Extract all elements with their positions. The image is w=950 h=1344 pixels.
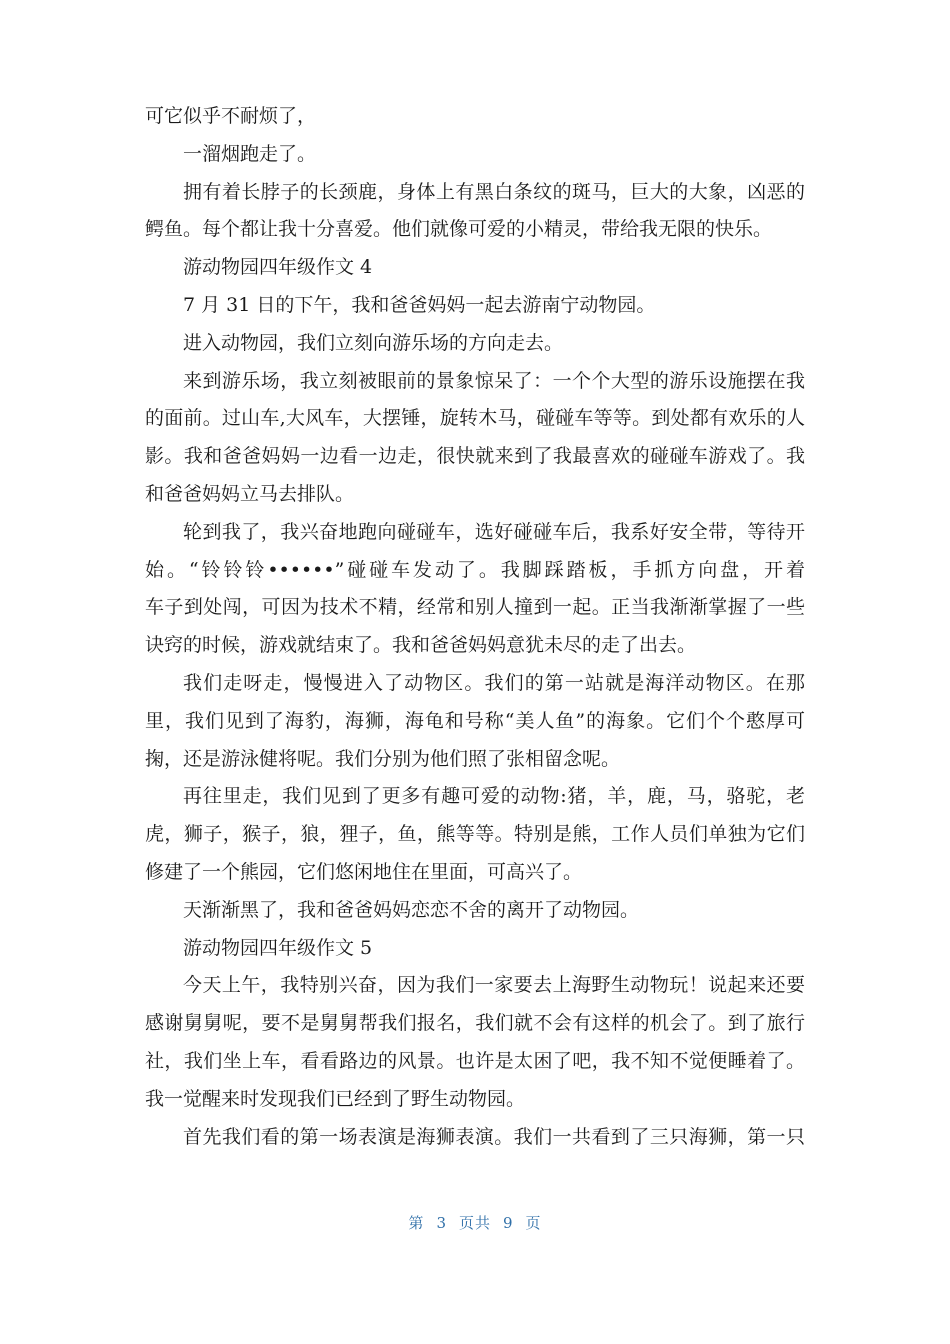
text-line: 里，我们见到了海豹，海狮，海龟和号称“美人鱼”的海象。它们个个憨厚可	[145, 709, 805, 732]
text-line: 诀窍的时候，游戏就结束了。我和爸爸妈妈意犹未尽的走了出去。	[145, 634, 697, 657]
text-line: 鳄鱼。每个都让我十分喜爱。他们就像可爱的小精灵，带给我无限的快乐。	[145, 218, 773, 241]
text-line: 社，我们坐上车，看看路边的风景。也许是太困了吧，我不知不觉便睡着了。	[145, 1049, 805, 1072]
footer-prefix: 第	[408, 1214, 425, 1232]
text-line: 天渐渐黑了，我和爸爸妈妈恋恋不舍的离开了动物园。	[183, 898, 640, 921]
text-line: 影。我和爸爸妈妈一边看一边走，很快就来到了我最喜欢的碰碰车游戏了。我	[145, 445, 805, 468]
text-line: 虎，狮子，猴子，狼，狸子，鱼，熊等等。特别是熊，工作人员们单独为它们	[145, 823, 805, 846]
text-line: 今天上午，我特别兴奋，因为我们一家要去上海野生动物玩！说起来还要	[183, 974, 805, 997]
total-page-count: 9	[503, 1214, 514, 1232]
text-line: 和爸爸妈妈立马去排队。	[145, 482, 355, 505]
document-body	[145, 98, 805, 1156]
footer-suffix: 页	[525, 1214, 542, 1232]
text-line: 拥有着长脖子的长颈鹿，身体上有黑白条纹的斑马，巨大的大象，凶恶的	[183, 180, 805, 203]
text-line: 来到游乐场，我立刻被眼前的景象惊呆了：一个个大型的游乐设施摆在我	[183, 369, 805, 392]
text-line: 始。“铃铃铃••••••”碰碰车发动了。我脚踩踏板，手抓方向盘，开着	[145, 558, 805, 581]
text-line: 修建了一个熊园，它们悠闲地住在里面，可高兴了。	[145, 860, 583, 883]
text-line: 车子到处闯，可因为技术不精，经常和别人撞到一起。正当我渐渐掌握了一些	[145, 596, 805, 619]
text-line: 首先我们看的第一场表演是海狮表演。我们一共看到了三只海狮，第一只	[183, 1125, 805, 1148]
section-heading: 游动物园四年级作文 5	[183, 936, 373, 959]
text-line: 再往里走，我们见到了更多有趣可爱的动物:猪，羊，鹿，马，骆驼，老	[183, 785, 805, 808]
text-line: 进入动物园，我们立刻向游乐场的方向走去。	[183, 331, 564, 354]
text-line: 轮到我了，我兴奋地跑向碰碰车，选好碰碰车后，我系好安全带，等待开	[183, 520, 805, 543]
footer-middle: 页共	[458, 1214, 491, 1232]
text-line: 的面前。过山车,大风车，大摆锤，旋转木马，碰碰车等等。到处都有欢乐的人	[145, 407, 805, 430]
text-line: 我一觉醒来时发现我们已经到了野生动物园。	[145, 1087, 526, 1110]
text-line: 感谢舅舅呢，要不是舅舅帮我们报名，我们就不会有这样的机会了。到了旅行	[145, 1012, 805, 1035]
text-line: 我们走呀走，慢慢进入了动物区。我们的第一站就是海洋动物区。在那	[183, 671, 805, 694]
page-footer	[0, 1212, 950, 1233]
current-page-number: 3	[436, 1214, 447, 1232]
text-line: 7 月 31 日的下午，我和爸爸妈妈一起去游南宁动物园。	[183, 293, 656, 316]
section-heading: 游动物园四年级作文 4	[183, 256, 373, 279]
text-line: 一溜烟跑走了。	[183, 142, 317, 165]
text-line: 掬，还是游泳健将呢。我们分别为他们照了张相留念呢。	[145, 747, 621, 770]
text-line: 可它似乎不耐烦了，	[145, 105, 317, 127]
